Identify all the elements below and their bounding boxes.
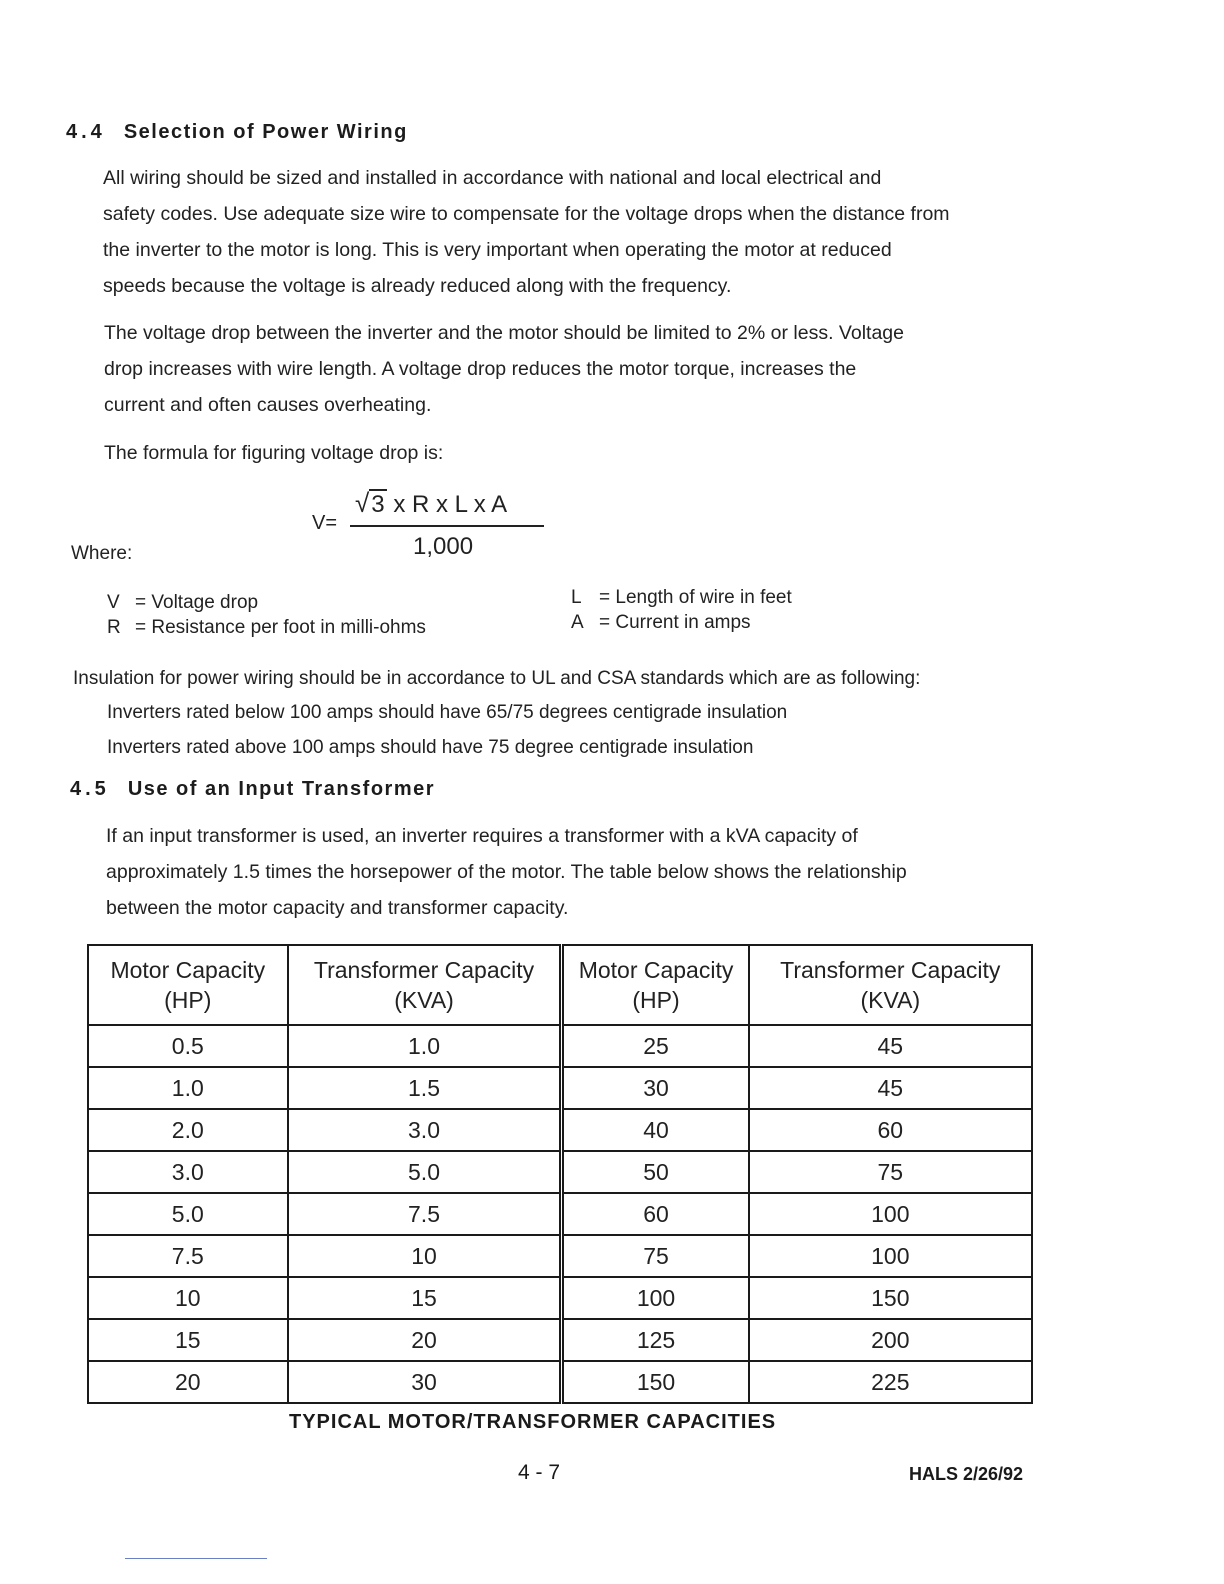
radical-sign-icon: √	[355, 488, 370, 518]
table-row	[88, 1235, 1032, 1277]
section-title: Selection of Power Wiring	[123, 121, 408, 143]
table-cell: 3.0	[88, 1151, 288, 1193]
scan-underline-mark	[125, 1558, 267, 1559]
table-cell: 15	[88, 1319, 288, 1361]
table-cell: 200	[749, 1319, 1032, 1361]
table-row	[88, 1193, 1032, 1235]
table-cell: 30	[562, 1067, 749, 1109]
definition-text: = Current in amps	[599, 612, 751, 633]
section-4-5-heading	[70, 778, 435, 801]
header-motor-capacity-hp-2	[562, 945, 749, 1025]
table-cell: 0.5	[88, 1025, 288, 1067]
paragraph-input-transformer	[106, 818, 1036, 926]
table-cell: 20	[88, 1361, 288, 1403]
definition-text: = Voltage drop	[135, 592, 259, 613]
table-row	[88, 1151, 1032, 1193]
insulation-intro: Insulation for power wiring should be in accordance to UL and CSA standards which are as following:	[73, 668, 921, 689]
table-cell: 100	[749, 1193, 1032, 1235]
text-line: approximately 1.5 times the horsepower of the motor. The table below shows the relationship	[106, 861, 907, 883]
table-cell: 45	[749, 1067, 1032, 1109]
square-root	[355, 488, 387, 519]
definition-r	[107, 615, 426, 640]
header-line: Motor Capacity	[110, 957, 266, 983]
insulation-line-below-100: Inverters rated below 100 amps should have 65/75 degrees centigrade insulation	[107, 702, 788, 723]
table-cell: 20	[288, 1319, 562, 1361]
capacity-table	[87, 944, 1033, 1404]
table-cell: 125	[562, 1319, 749, 1361]
definition-symbol: V	[107, 592, 120, 613]
definitions-left	[107, 590, 426, 640]
fraction-bar	[350, 525, 544, 527]
header-transformer-capacity-kva	[288, 945, 562, 1025]
header-unit: (HP)	[632, 987, 680, 1013]
text-line: current and often causes overheating.	[104, 394, 432, 416]
paragraph-wiring-codes	[103, 160, 1033, 304]
header-line: Transformer Capacity	[780, 957, 1001, 983]
document-id: HALS 2/26/92	[909, 1464, 1024, 1484]
table-cell: 225	[749, 1361, 1032, 1403]
text-line: between the motor capacity and transformer capacity.	[106, 897, 569, 919]
header-unit: (KVA)	[860, 987, 921, 1013]
text-line: If an input transformer is used, an inverter requires a transformer with a kVA capacity of	[106, 825, 858, 847]
table-cell: 100	[749, 1235, 1032, 1277]
section-title: Use of an Input Transformer	[127, 778, 436, 800]
definition-text: = Resistance per foot in milli-ohms	[135, 617, 426, 638]
formula-lhs: V=	[312, 512, 338, 534]
table-caption: TYPICAL MOTOR/TRANSFORMER CAPACITIES	[289, 1411, 777, 1433]
table-cell: 1.5	[288, 1067, 562, 1109]
table-cell: 2.0	[88, 1109, 288, 1151]
header-unit: (KVA)	[394, 987, 454, 1013]
formula-numerator	[355, 488, 507, 519]
table-cell: 100	[562, 1277, 749, 1319]
formula-denominator: 1,000	[413, 533, 474, 560]
text-line: drop increases with wire length. A voltage drop reduces the motor torque, increases the	[104, 358, 857, 380]
table-row	[88, 1109, 1032, 1151]
table-cell: 150	[749, 1277, 1032, 1319]
table-cell: 60	[749, 1109, 1032, 1151]
text-line: safety codes. Use adequate size wire to compensate for the voltage drops when the distance from	[103, 203, 950, 225]
table-cell: 30	[288, 1361, 562, 1403]
table-cell: 25	[562, 1025, 749, 1067]
definition-symbol: A	[571, 612, 584, 633]
paragraph-formula-intro: The formula for figuring voltage drop is:	[104, 442, 444, 464]
page-number: 4 - 7	[518, 1461, 561, 1484]
table-cell: 50	[562, 1151, 749, 1193]
table-cell: 1.0	[288, 1025, 562, 1067]
definitions-right	[571, 585, 792, 635]
section-4-4-heading	[66, 121, 408, 144]
table-cell: 10	[88, 1277, 288, 1319]
table-cell: 60	[562, 1193, 749, 1235]
table-cell: 45	[749, 1025, 1032, 1067]
table-cell: 5.0	[88, 1193, 288, 1235]
definition-symbol: R	[107, 617, 121, 638]
table-cell: 150	[562, 1361, 749, 1403]
table-row	[88, 1067, 1032, 1109]
numerator-terms: x R x L x A	[393, 491, 508, 518]
table-cell: 75	[749, 1151, 1032, 1193]
table-row	[88, 1277, 1032, 1319]
header-line: Transformer Capacity	[313, 957, 535, 983]
section-number: 4.5	[70, 778, 110, 800]
definition-a	[571, 610, 792, 635]
table-cell: 10	[288, 1235, 562, 1277]
table-row	[88, 1319, 1032, 1361]
table-cell: 15	[288, 1277, 562, 1319]
table-cell: 5.0	[288, 1151, 562, 1193]
table-cell: 7.5	[88, 1235, 288, 1277]
where-label: Where:	[71, 543, 133, 564]
header-motor-capacity-hp	[88, 945, 288, 1025]
definition-text: = Length of wire in feet	[599, 587, 792, 608]
table-cell: 1.0	[88, 1067, 288, 1109]
text-line: speeds because the voltage is already reduced along with the frequency.	[103, 275, 732, 297]
text-line: All wiring should be sized and installed in accordance with national and local electrical and	[103, 167, 882, 189]
text-line: the inverter to the motor is long. This is very important when operating the motor at reduced	[103, 239, 892, 261]
definition-l	[571, 585, 792, 610]
table-cell: 7.5	[288, 1193, 562, 1235]
header-unit: (HP)	[164, 987, 212, 1013]
header-line: Motor Capacity	[578, 957, 734, 983]
radicand: 3	[371, 491, 385, 518]
definition-v	[107, 590, 426, 615]
table-row	[88, 1025, 1032, 1067]
table-cell: 75	[562, 1235, 749, 1277]
table-cell: 40	[562, 1109, 749, 1151]
section-number: 4.4	[66, 121, 106, 143]
table-header-row	[88, 945, 1032, 1025]
table-row	[88, 1361, 1032, 1403]
insulation-line-above-100: Inverters rated above 100 amps should have 75 degree centigrade insulation	[107, 737, 754, 758]
definition-symbol: L	[571, 587, 582, 608]
header-transformer-capacity-kva-2	[749, 945, 1032, 1025]
table-cell: 3.0	[288, 1109, 562, 1151]
text-line: The voltage drop between the inverter and the motor should be limited to 2% or less. Voltage	[104, 322, 904, 344]
paragraph-voltage-drop	[104, 315, 1034, 423]
